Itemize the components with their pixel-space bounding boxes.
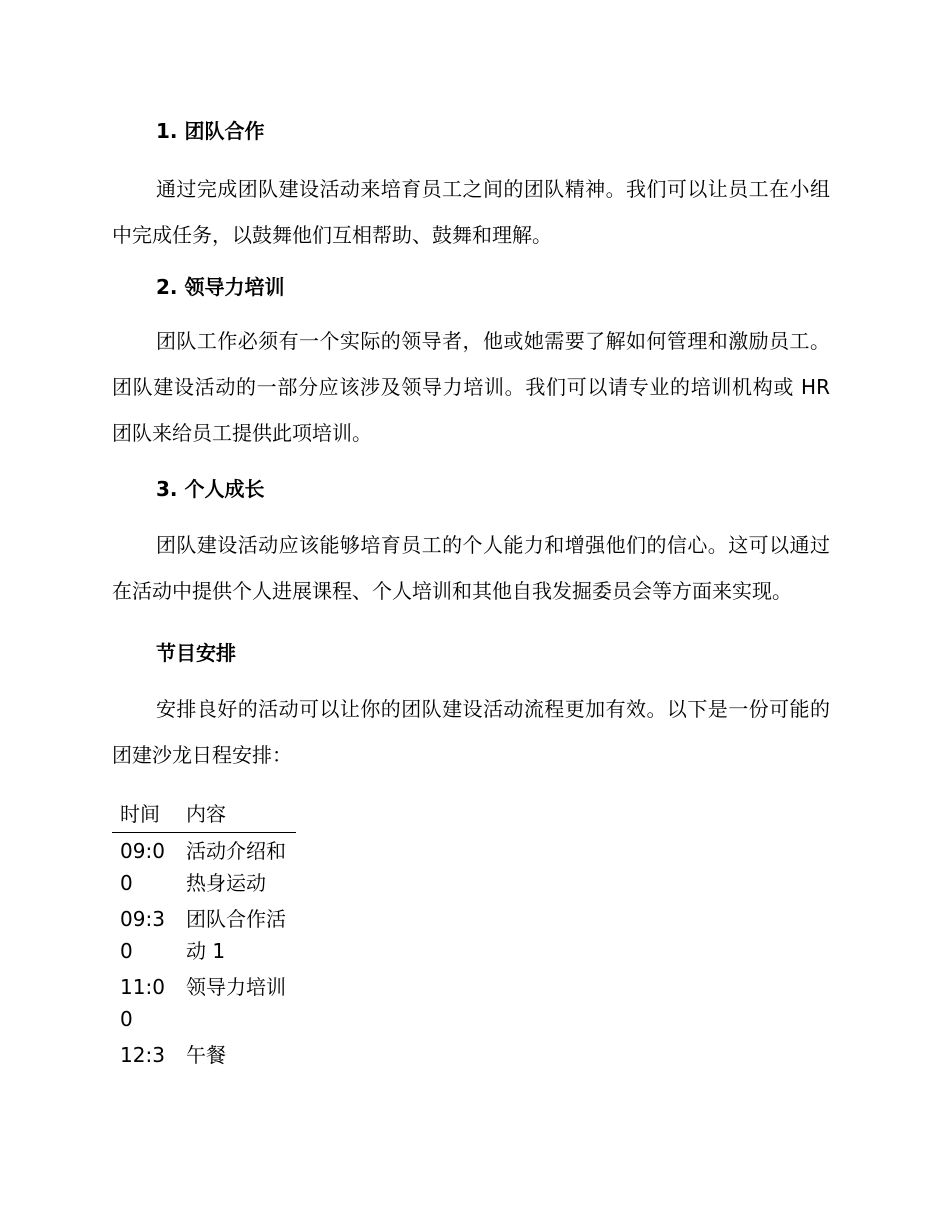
section-heading-leadership: 2. 领导力培训: [156, 275, 285, 299]
cell-time: 09:30: [120, 907, 165, 963]
table-row: [112, 969, 296, 1037]
section-heading-program: 节目安排: [156, 641, 236, 665]
header-content: 内容: [176, 796, 296, 833]
section-text-growth: 团队建设活动应该能够培育员工的个人能力和增强他们的信心。这可以通过在活动中提供个人进展课程、个人培训和其他自我发掘委员会等方面来实现。: [112, 533, 830, 603]
section-text-program: 安排良好的活动可以让你的团队建设活动流程更加有效。以下是一份可能的团建沙龙日程安排：: [112, 697, 830, 767]
section-text-teamwork: 通过完成团队建设活动来培育员工之间的团队精神。我们可以让员工在小组中完成任务，以鼓舞他们互相帮助、鼓舞和理解。: [112, 177, 830, 247]
cell-time: 09:00: [120, 839, 165, 895]
schedule-table: [112, 796, 296, 1073]
section-heading-growth: 3. 个人成长: [156, 477, 265, 501]
cell-content: 活动介绍和热身运动: [186, 839, 286, 895]
cell-content: 团队合作活动 1: [186, 907, 286, 963]
cell-time: 11:00: [120, 975, 165, 1031]
cell-content: 领导力培训: [186, 975, 286, 999]
table-row: [112, 901, 296, 969]
table-row: [112, 1037, 296, 1073]
schedule-header-row: [112, 796, 296, 833]
section-heading-teamwork: 1. 团队合作: [156, 119, 265, 143]
table-row: [112, 833, 296, 902]
header-time: 时间: [112, 796, 176, 833]
cell-time: 12:3: [120, 1043, 165, 1067]
cell-content: 午餐: [186, 1043, 226, 1067]
section-text-leadership: 团队工作必须有一个实际的领导者，他或她需要了解如何管理和激励员工。团队建设活动的一部分应该涉及领导力培训。我们可以请专业的培训机构或 HR 团队来给员工提供此项培训。: [112, 329, 830, 445]
